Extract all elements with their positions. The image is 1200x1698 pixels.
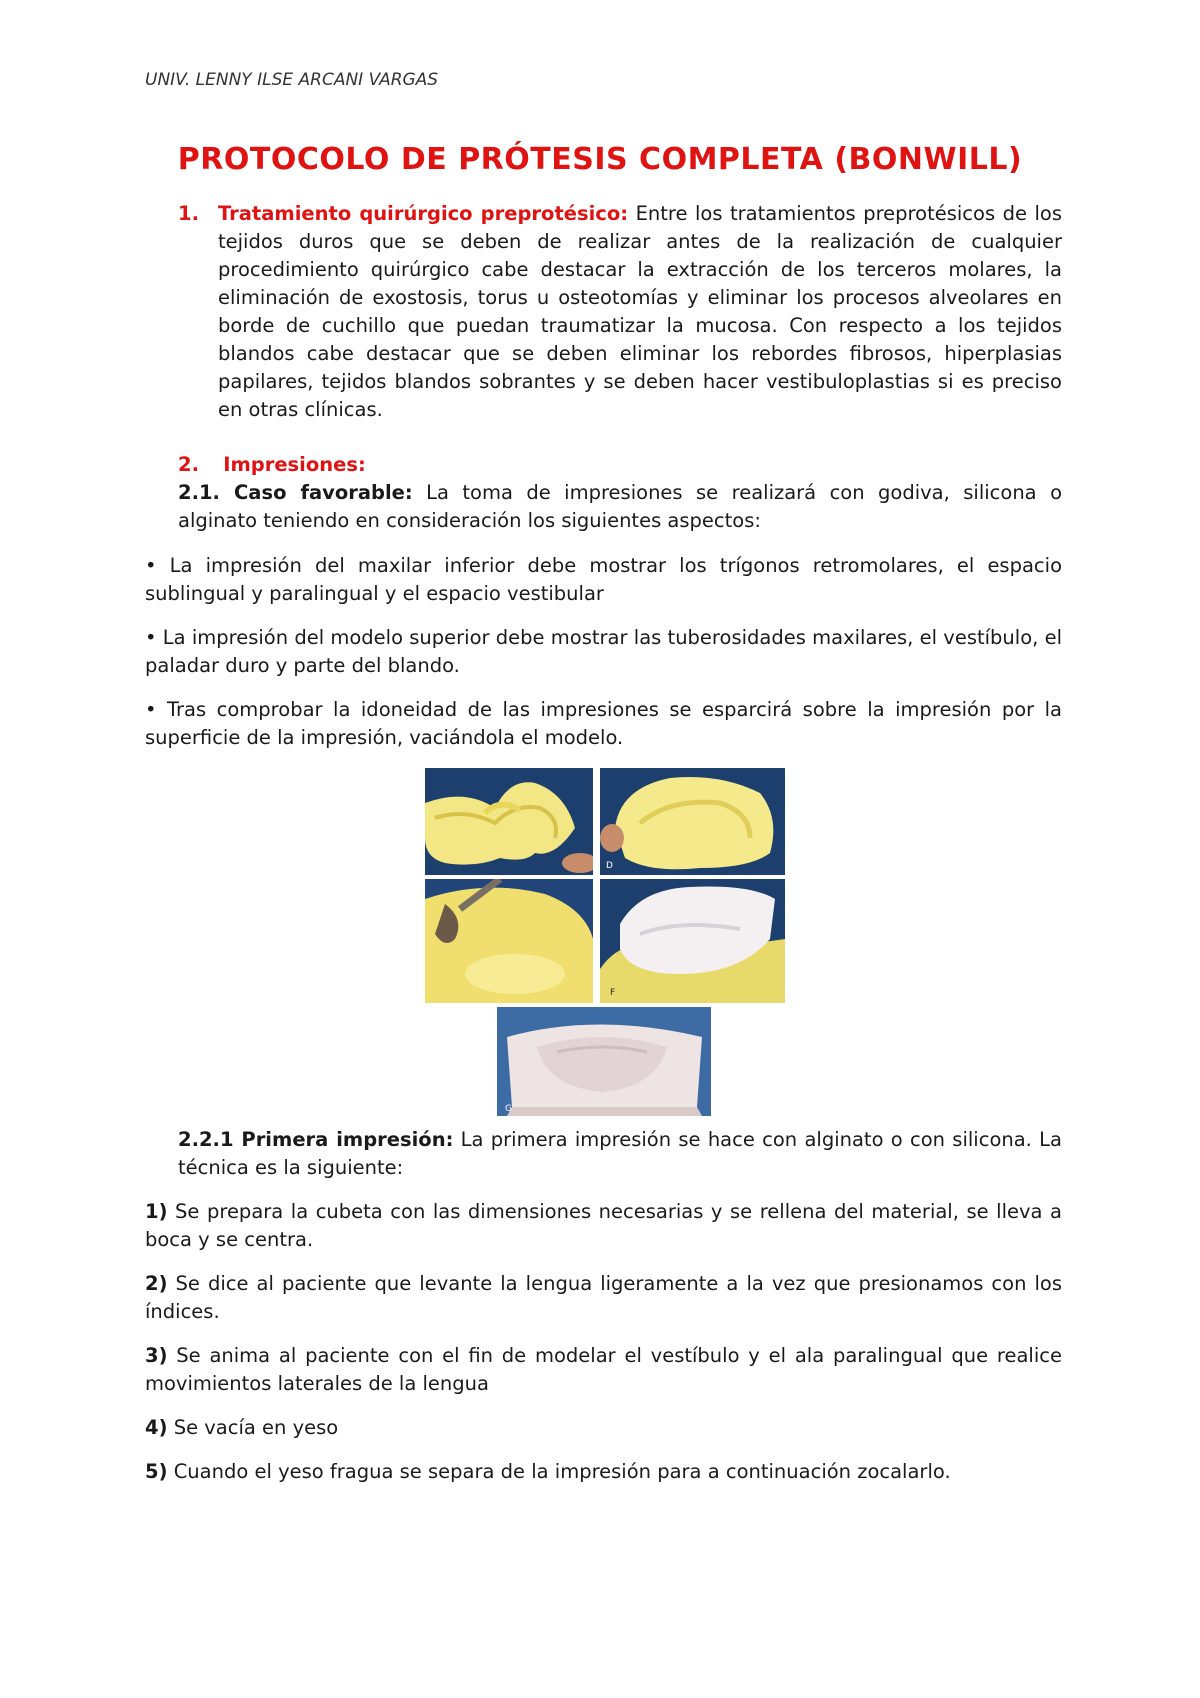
step-number: 3)	[145, 1344, 168, 1367]
photo-upper-impression	[600, 768, 785, 875]
photo-label-g: G	[505, 1104, 512, 1114]
subsection-2-2-1-text: La primera impresión se hace con alginato o con silicona. La técnica es la siguiente:	[178, 1128, 1062, 1179]
section-1-text: Entre los tratamientos preprotésicos de los tejidos duros que se deben de realizar antes de la realización de cualquier procedimiento quirúrgico cabe destacar la extracción de los terceros molares, la eliminación de exostosis, torus u osteotomías y eliminar los procesos alveolares en borde de cuchillo que puedan traumatizar la mucosa. Con respecto a los tejidos blandos cabe destacar que se deben eliminar los rebordes fibrosos, hiperplasias papilares, tejidos blandos sobrantes y se deben hacer vestibuloplastias si es preciso en otras clínicas.	[218, 202, 1062, 421]
step-item	[145, 1414, 1062, 1442]
step-number: 1)	[145, 1200, 168, 1223]
photo-label-d: D	[606, 861, 613, 871]
subsection-2-2-1-heading: 2.2.1 Primera impresión:	[178, 1128, 454, 1151]
bullet-item: • La impresión del maxilar inferior debe mostrar los trígonos retromolares, el espacio sublingual y paralingual y el espacio vestibular	[145, 554, 1062, 605]
step-number: 4)	[145, 1416, 168, 1439]
section-1	[178, 200, 1062, 424]
document-title: PROTOCOLO DE PRÓTESIS COMPLETA (BONWILL)	[177, 142, 1023, 177]
subsection-2-2-1	[178, 1126, 1062, 1182]
photo-impression-trimming	[425, 879, 593, 1003]
step-item	[145, 1270, 1062, 1326]
step-item	[145, 1342, 1062, 1398]
step-text: Se prepara la cubeta con las dimensiones necesarias y se rellena del material, se lleva a boca y se centra.	[145, 1200, 1062, 1251]
step-text: Se dice al paciente que levante la lengua ligeramente a la vez que presionamos con los índices.	[145, 1272, 1062, 1323]
header-author: UNIV. LENNY ILSE ARCANI VARGAS	[145, 70, 439, 90]
subsection-2-1-number: 2.1.	[178, 481, 220, 504]
section-1-heading: Tratamiento quirúrgico preprotésico:	[218, 202, 629, 225]
impression-photos-figure	[425, 768, 785, 1116]
subsection-2-1-heading: Caso favorable:	[234, 481, 413, 504]
bullet-item: • La impresión del modelo superior debe mostrar las tuberosidades maxilares, el vestíbulo, el paladar duro y parte del blando.	[145, 626, 1062, 677]
section-2-heading-line	[178, 451, 1062, 479]
step-text: Se anima al paciente con el fin de modelar el vestíbulo y el ala paralingual que realice movimientos laterales de la lengua	[145, 1344, 1062, 1395]
photo-lower-impression	[425, 768, 593, 875]
step-number: 2)	[145, 1272, 168, 1295]
photo-alginate-impression	[600, 879, 785, 1003]
section-2-heading: Impresiones:	[223, 453, 366, 476]
step-text: Se vacía en yeso	[173, 1416, 339, 1439]
step-item	[145, 1198, 1062, 1254]
photo-plaster-model	[497, 1007, 711, 1116]
photo-label-f: F	[610, 988, 616, 998]
step-text: Cuando el yeso fragua se separa de la impresión para a continuación zocalarlo.	[173, 1460, 951, 1483]
subsection-2-1	[178, 479, 1062, 535]
section-1-number: 1.	[178, 202, 199, 225]
step-item	[145, 1458, 1062, 1486]
subsection-2-1-text: La toma de impresiones se realizará con godiva, silicona o alginato teniendo en consideración los siguientes aspectos:	[178, 481, 1062, 532]
section-2-number: 2.	[178, 453, 199, 476]
bullet-item: • Tras comprobar la idoneidad de las impresiones se esparcirá sobre la impresión por la superficie de la impresión, vaciándola el modelo.	[145, 698, 1062, 749]
step-number: 5)	[145, 1460, 168, 1483]
